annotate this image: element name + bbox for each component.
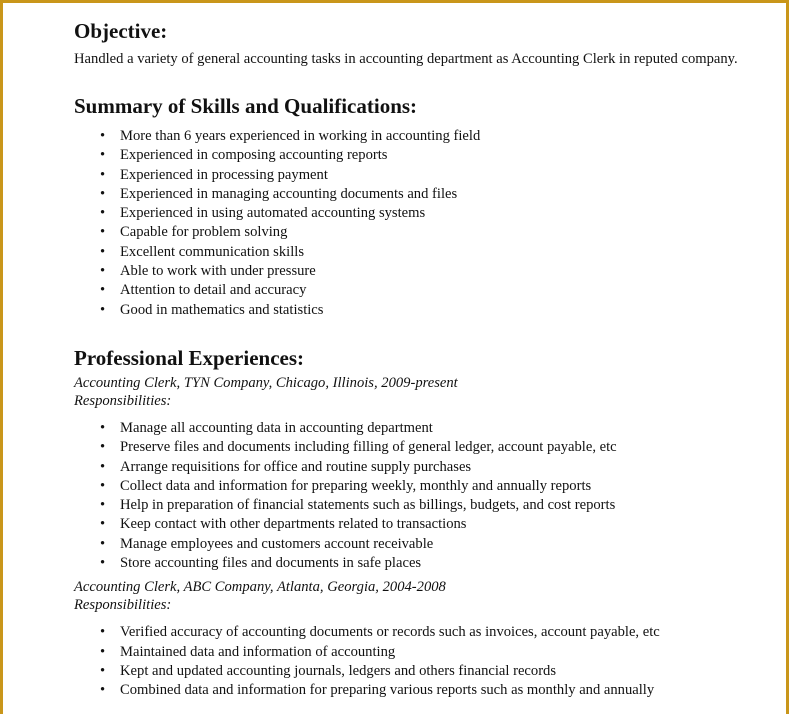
responsibility-item: • Keep contact with other departments related to transactions	[74, 515, 746, 534]
skill-item: • More than 6 years experienced in working in accounting field	[74, 127, 746, 146]
responsibility-item: • Maintained data and information of accounting	[74, 643, 746, 662]
responsibility-item: • Kept and updated accounting journals, ledgers and others financial records	[74, 662, 746, 681]
skill-item: • Good in mathematics and statistics	[74, 301, 746, 320]
skill-item: • Attention to detail and accuracy	[74, 281, 746, 300]
responsibility-item: • Arrange requisitions for office and routine supply purchases	[74, 458, 746, 477]
skill-item: • Experienced in processing payment	[74, 166, 746, 185]
responsibilities-label: Responsibilities:	[74, 392, 172, 409]
skills-list	[74, 127, 746, 320]
responsibilities-list	[74, 623, 746, 700]
responsibility-item: • Verified accuracy of accounting documents or records such as invoices, account payable, etc	[74, 623, 746, 642]
skill-item: • Experienced in composing accounting reports	[74, 146, 746, 165]
skills-heading: Summary of Skills and Qualifications:	[74, 94, 418, 118]
responsibility-item: • Manage employees and customers account receivable	[74, 535, 746, 554]
objective-heading: Objective:	[74, 19, 168, 43]
objective-text: Handled a variety of general accounting tasks in accounting department as Accounting Clerk in reputed company.	[74, 51, 738, 67]
responsibilities-label: Responsibilities:	[74, 597, 172, 614]
skill-item: • Experienced in using automated accounting systems	[74, 204, 746, 223]
resume-content	[74, 18, 746, 701]
responsibility-item: • Store accounting files and documents in safe places	[74, 554, 746, 573]
job-title: Accounting Clerk, TYN Company, Chicago, Illinois, 2009-present	[74, 374, 458, 391]
skill-item: • Experienced in managing accounting documents and files	[74, 185, 746, 204]
skills-section	[74, 93, 746, 320]
experience-section	[74, 345, 746, 701]
responsibility-item: • Manage all accounting data in accounting department	[74, 419, 746, 438]
job-entry-abc	[74, 578, 746, 700]
skill-item: • Excellent communication skills	[74, 243, 746, 262]
skill-item: • Capable for problem solving	[74, 223, 746, 242]
objective-section	[74, 18, 746, 68]
responsibility-item: • Collect data and information for preparing weekly, monthly and annually reports	[74, 477, 746, 496]
job-title: Accounting Clerk, ABC Company, Atlanta, Georgia, 2004-2008	[74, 579, 446, 596]
responsibility-item: • Preserve files and documents including filling of general ledger, account payable, etc	[74, 438, 746, 457]
skill-item: • Able to work with under pressure	[74, 262, 746, 281]
responsibility-item: • Help in preparation of financial statements such as billings, budgets, and cost reports	[74, 496, 746, 515]
job-entry-tyn	[74, 374, 746, 573]
experience-heading: Professional Experiences:	[74, 345, 304, 370]
responsibility-item: • Combined data and information for preparing various reports such as monthly and annually	[74, 681, 746, 700]
responsibilities-list	[74, 419, 746, 573]
